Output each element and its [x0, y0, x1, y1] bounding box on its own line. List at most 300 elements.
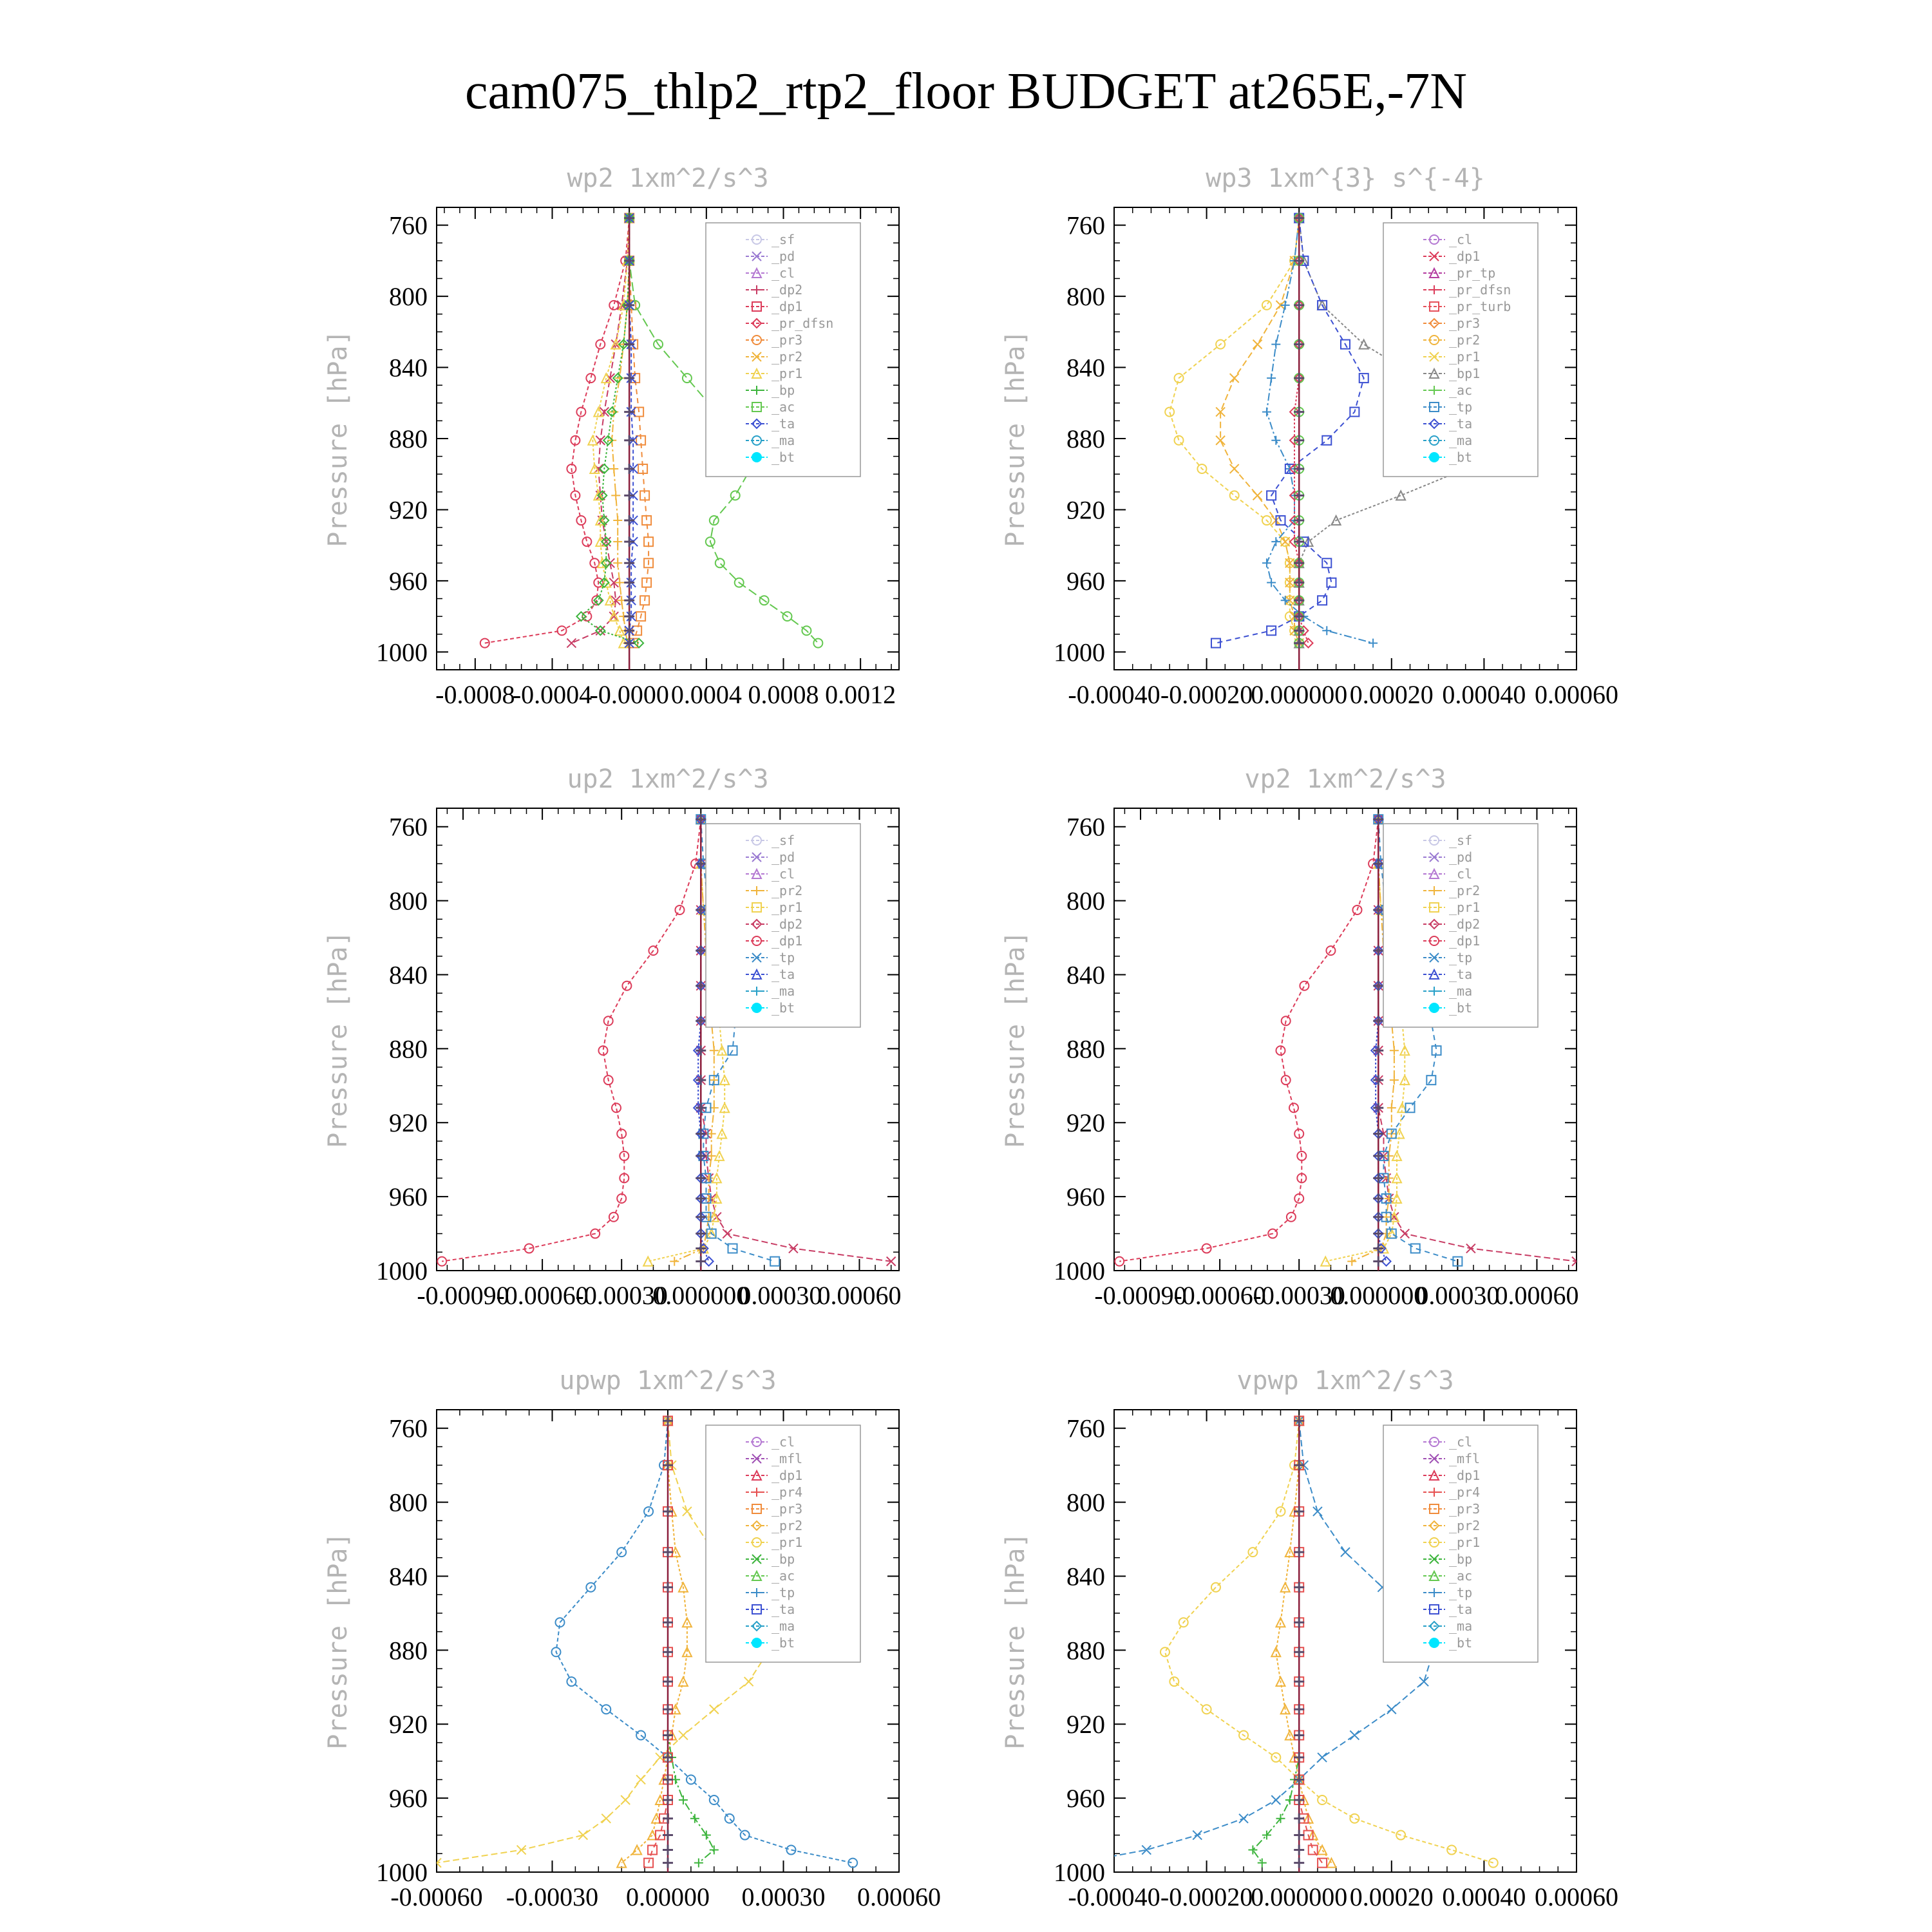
y-tick-label: 760	[389, 211, 428, 240]
legend-label: _mfl	[772, 1451, 803, 1466]
zero-term-marker	[624, 595, 634, 605]
panel-title: vpwp 1xm^2/s^3	[1236, 1366, 1454, 1396]
legend-label: _dp1	[772, 299, 803, 314]
data-point	[1160, 1647, 1170, 1656]
zero-term-marker	[1294, 1617, 1304, 1627]
legend-label: _pr3	[772, 332, 803, 348]
legend-label: _pr_turb	[1449, 299, 1511, 314]
zero-term-marker	[1373, 1151, 1383, 1161]
legend-label: _ma	[772, 1618, 795, 1634]
legend-label: _cl	[772, 1434, 795, 1450]
data-point	[1368, 639, 1378, 648]
data-point	[1271, 537, 1280, 546]
legend-label: _ta	[772, 416, 795, 431]
legend-label: _bp	[772, 383, 795, 398]
legend-label: _pd	[772, 849, 795, 865]
legend-label: _dp1	[772, 933, 803, 949]
panels	[323, 164, 1618, 1911]
data-point	[744, 1677, 753, 1686]
y-tick-label: 840	[1066, 1562, 1105, 1591]
legend-marker	[1429, 1638, 1439, 1648]
figure-title: cam075_thlp2_rtp2_floor BUDGET at265E,-7N	[464, 63, 1468, 120]
data-point	[679, 1795, 688, 1804]
zero-term-marker	[1294, 1858, 1304, 1868]
x-tick-label: -0.00040	[1068, 680, 1160, 709]
data-point	[1281, 301, 1290, 310]
y-tick-label: 920	[1066, 1108, 1105, 1138]
zero-term-marker	[663, 1676, 673, 1687]
data-point	[1322, 626, 1331, 635]
zero-term-marker	[663, 1814, 673, 1824]
legend-label: _pr2	[1449, 332, 1481, 348]
y-tick-label: 960	[389, 566, 428, 596]
x-tick-label: 0.000000	[1330, 1281, 1427, 1310]
legend-label: _bt	[772, 1635, 795, 1651]
legend-label: _bt	[772, 450, 795, 465]
legend-label: _ta	[1449, 967, 1473, 982]
data-point	[1271, 340, 1280, 349]
data-point	[1253, 340, 1262, 349]
legend-label: _dp2	[1449, 916, 1481, 932]
data-point	[1318, 596, 1327, 605]
y-tick-label: 880	[389, 424, 428, 453]
legend-label: _sf	[772, 232, 795, 247]
data-point	[1327, 578, 1336, 587]
legend-marker	[1429, 452, 1439, 462]
data-point	[1385, 1151, 1394, 1160]
data-point	[715, 558, 724, 567]
data-point	[1267, 374, 1276, 383]
x-tick-label: 0.000000	[652, 1281, 750, 1310]
data-point	[731, 491, 740, 500]
y-tick-label: 960	[1066, 566, 1105, 596]
legend-label: _ac	[1449, 383, 1473, 398]
data-point	[611, 491, 620, 500]
data-point	[622, 981, 631, 990]
data-point	[789, 1244, 798, 1253]
legend-label: _cl	[772, 866, 795, 882]
data-point	[1396, 491, 1405, 500]
x-tick-label: -0.0008	[435, 680, 515, 709]
legend-label: _pd	[1449, 849, 1473, 865]
legend-label: _pr_dfsn	[772, 316, 834, 331]
legend-label: _ma	[772, 433, 795, 448]
legend-marker	[752, 1638, 762, 1648]
legend-label: _cl	[772, 265, 795, 281]
y-tick-label: 760	[389, 812, 428, 842]
zero-term-marker	[1294, 1845, 1304, 1855]
x-tick-label: -0.00020	[1160, 1882, 1253, 1911]
legend-label: _ta	[1449, 1602, 1473, 1617]
series-line-tp	[1077, 1421, 1434, 1862]
legend-label: _bp	[772, 1551, 795, 1567]
legend-label: _dp1	[1449, 249, 1481, 264]
y-tick-label: 880	[389, 1034, 428, 1064]
x-tick-label: 0.00060	[1535, 1882, 1618, 1911]
y-tick-label: 840	[1066, 960, 1105, 990]
zero-term-marker	[1294, 1704, 1304, 1714]
x-tick-label: -0.00060	[390, 1882, 483, 1911]
data-point	[710, 1075, 719, 1084]
data-point	[1313, 1507, 1322, 1516]
data-point	[1318, 1753, 1327, 1762]
x-tick-label: 0.00040	[1442, 1882, 1526, 1911]
y-tick-label: 960	[1066, 1784, 1105, 1814]
legend-label: _sf	[772, 833, 795, 848]
y-tick-label: 840	[1066, 353, 1105, 383]
data-point	[1193, 1831, 1202, 1840]
x-tick-label: -0.00030	[1253, 1281, 1345, 1310]
data-point	[1350, 1814, 1359, 1823]
legend-label: _pr4	[772, 1484, 803, 1500]
y-tick-label: 1000	[376, 1256, 428, 1285]
y-tick-label: 880	[1066, 424, 1105, 453]
data-point	[1276, 1618, 1285, 1627]
legend-label: _bp	[1449, 1551, 1473, 1567]
x-tick-label: 0.00060	[1535, 680, 1618, 709]
y-tick-label: 960	[389, 1784, 428, 1814]
series-line-pr4	[649, 1421, 668, 1862]
panel-title: vp2 1xm^2/s^3	[1244, 764, 1446, 794]
data-point	[1447, 1846, 1456, 1855]
x-tick-label: -0.0000	[589, 680, 669, 709]
data-point	[848, 1859, 857, 1868]
data-point	[517, 1846, 526, 1855]
y-tick-label: 760	[1066, 1414, 1105, 1443]
y-tick-label: 920	[389, 1710, 428, 1739]
x-tick-label: -0.0004	[512, 680, 592, 709]
x-tick-label: 0.00030	[738, 1281, 822, 1310]
y-tick-label: 960	[1066, 1182, 1105, 1212]
x-tick-label: 0.00060	[1495, 1281, 1579, 1310]
x-tick-label: 0.00020	[1349, 1882, 1434, 1911]
legend-label: _pr3	[1449, 316, 1481, 331]
data-point	[1271, 1795, 1280, 1804]
y-tick-label: 1000	[376, 1858, 428, 1887]
data-point	[582, 537, 591, 546]
data-point	[679, 1730, 688, 1739]
chart-panel-5	[323, 1366, 941, 1911]
legend-label: _pr4	[1449, 1484, 1481, 1500]
zero-term-marker	[624, 407, 634, 417]
legend-label: _pr_dfsn	[1449, 282, 1511, 298]
legend-marker	[752, 1003, 762, 1013]
legend-label: _bt	[1449, 1635, 1473, 1651]
chart-panel-6	[1001, 1366, 1618, 1911]
data-point	[1304, 639, 1313, 648]
y-tick-label: 920	[389, 495, 428, 525]
zero-term-marker	[624, 611, 634, 621]
legend-label: _pr3	[772, 1501, 803, 1517]
legend-label: _pr2	[772, 1518, 803, 1533]
y-tick-label: 1000	[1054, 1256, 1105, 1285]
data-point	[632, 1846, 641, 1855]
legend-label: _pr1	[1449, 900, 1481, 915]
legend-label: _bt	[772, 1000, 795, 1016]
legend-label: _tp	[1449, 399, 1473, 415]
y-axis-label: Pressure [hPa]	[323, 1532, 353, 1750]
y-tick-label: 920	[1066, 1710, 1105, 1739]
legend-label: _bt	[1449, 1000, 1473, 1016]
x-tick-label: 0.0012	[825, 680, 896, 709]
zero-term-marker	[1294, 1647, 1304, 1657]
x-tick-label: 0.0008	[748, 680, 819, 709]
legend-label: _pr1	[772, 900, 803, 915]
y-tick-label: 880	[1066, 1636, 1105, 1665]
y-tick-label: 1000	[1054, 1858, 1105, 1887]
data-point	[1258, 1859, 1267, 1868]
legend-label: _dp1	[772, 1468, 803, 1483]
data-point	[1309, 1846, 1318, 1855]
legend-label: _pr1	[1449, 1535, 1481, 1550]
legend-label: _sf	[1449, 833, 1473, 848]
y-axis-label: Pressure [hPa]	[323, 931, 353, 1148]
y-axis-label: Pressure [hPa]	[1001, 330, 1030, 547]
data-point	[710, 1046, 719, 1055]
y-tick-label: 880	[389, 1636, 428, 1665]
data-point	[567, 639, 576, 648]
legend-label: _ma	[1449, 983, 1473, 999]
chart-panel-3	[323, 764, 901, 1310]
y-tick-label: 800	[389, 886, 428, 916]
data-point	[1165, 408, 1174, 417]
data-point	[1385, 1173, 1394, 1182]
panel-title: upwp 1xm^2/s^3	[559, 1366, 777, 1396]
data-point	[578, 1831, 587, 1840]
x-tick-label: 0.00000	[626, 1882, 710, 1911]
y-tick-label: 800	[1066, 886, 1105, 916]
zero-term-marker	[1294, 1547, 1304, 1557]
data-point	[710, 1705, 719, 1714]
data-point	[1411, 1244, 1420, 1253]
legend-label: _dp2	[772, 916, 803, 932]
panel-title: wp3 1xm^{3} s^{-4}	[1206, 164, 1485, 193]
y-tick-label: 840	[389, 1562, 428, 1591]
legend-marker	[1429, 1003, 1439, 1013]
data-point	[1281, 537, 1290, 546]
x-tick-label: -0.00030	[506, 1882, 599, 1911]
zero-term-marker	[1373, 1256, 1383, 1267]
data-point	[1341, 1548, 1350, 1557]
legend-label: _pr1	[1449, 349, 1481, 365]
legend-label: _pr3	[1449, 1501, 1481, 1517]
data-point	[609, 464, 618, 473]
data-point	[1390, 1075, 1399, 1084]
legend-label: _ma	[772, 983, 795, 999]
x-tick-label: -0.00030	[575, 1281, 668, 1310]
data-point	[683, 1507, 692, 1516]
zero-term-marker	[663, 1858, 673, 1868]
legend-label: _tp	[772, 950, 795, 965]
y-tick-label: 920	[1066, 495, 1105, 525]
y-axis-label: Pressure [hPa]	[323, 330, 353, 547]
data-point	[670, 1257, 679, 1266]
data-point	[1300, 981, 1309, 990]
data-point	[1350, 1730, 1359, 1739]
x-tick-label: 0.00060	[817, 1281, 902, 1310]
y-tick-label: 760	[1066, 812, 1105, 842]
panel-title: wp2 1xm^2/s^3	[567, 164, 769, 193]
x-tick-label: -0.00060	[496, 1281, 589, 1310]
legend-label: _ma	[1449, 1618, 1473, 1634]
zero-term-marker	[663, 1845, 673, 1855]
legend-label: _dp1	[1449, 1468, 1481, 1483]
chart-panel-4	[1001, 764, 1581, 1310]
legend-label: _pr2	[1449, 1518, 1481, 1533]
chart-panel-2	[1001, 164, 1618, 709]
x-tick-label: -0.00020	[1160, 680, 1253, 709]
zero-term-marker	[1373, 1128, 1383, 1139]
series-line-tp	[1267, 218, 1373, 643]
data-point	[770, 1257, 779, 1266]
legend-marker	[752, 452, 762, 462]
y-tick-label: 880	[1066, 1034, 1105, 1064]
data-point	[723, 1229, 732, 1238]
zero-term-marker	[663, 1647, 673, 1657]
y-tick-label: 840	[389, 960, 428, 990]
data-point	[601, 1814, 611, 1823]
y-tick-label: 1000	[376, 638, 428, 667]
zero-term-marker	[1294, 1814, 1304, 1824]
data-point	[1387, 1705, 1396, 1714]
data-point	[1359, 340, 1368, 349]
series-line-dp1	[442, 819, 701, 1261]
legend-label: _bp1	[1449, 366, 1481, 381]
data-point	[702, 1831, 711, 1840]
data-point	[786, 1846, 795, 1855]
data-point	[1239, 1814, 1248, 1823]
legend-label: _tp	[772, 1585, 795, 1600]
x-tick-label: 0.0004	[670, 680, 742, 709]
zero-term-marker	[663, 1617, 673, 1627]
legend-label: _cl	[1449, 866, 1473, 882]
y-tick-label: 920	[389, 1108, 428, 1138]
x-tick-label: -0.00090	[1094, 1281, 1187, 1310]
zero-term-marker	[1294, 1730, 1304, 1740]
data-point	[613, 558, 622, 567]
y-tick-label: 800	[1066, 1488, 1105, 1517]
data-point	[725, 1814, 734, 1823]
y-tick-label: 840	[389, 353, 428, 383]
data-point	[613, 537, 622, 546]
data-point	[609, 301, 618, 310]
data-point	[621, 1795, 630, 1804]
legend-label: _ac	[772, 1568, 795, 1584]
data-point	[690, 1814, 699, 1823]
legend-label: _pr2	[772, 883, 803, 898]
data-point	[586, 374, 595, 383]
x-tick-label: 0.00030	[741, 1882, 826, 1911]
legend-label: _mfl	[1449, 1451, 1481, 1466]
y-tick-label: 800	[389, 282, 428, 312]
legend-label: _tp	[1449, 950, 1473, 965]
y-tick-label: 760	[1066, 211, 1105, 240]
series-line-dp1	[1119, 819, 1378, 1261]
zero-term-marker	[1294, 1830, 1304, 1841]
data-point	[813, 639, 822, 648]
data-point	[1400, 1229, 1409, 1238]
y-tick-label: 760	[389, 1414, 428, 1443]
y-tick-label: 800	[389, 1488, 428, 1517]
data-point	[1253, 491, 1262, 500]
data-point	[1211, 1583, 1220, 1592]
data-point	[1170, 1677, 1179, 1686]
zero-term-marker	[696, 1229, 706, 1239]
zero-term-marker	[624, 536, 634, 547]
series-line-dp1	[485, 218, 629, 643]
data-point	[1347, 1257, 1356, 1266]
legend-label: _ta	[772, 967, 795, 982]
data-point	[1390, 1046, 1399, 1055]
data-point	[1248, 1846, 1257, 1855]
data-point	[1387, 1103, 1396, 1112]
zero-term-marker	[696, 1193, 706, 1204]
legend-label: _pr2	[1449, 883, 1481, 898]
x-tick-label: 0.000000	[1251, 1882, 1348, 1911]
legend-label: _ta	[772, 1602, 795, 1617]
zero-term-marker	[1373, 1229, 1383, 1239]
data-point	[1271, 436, 1280, 445]
zero-term-marker	[696, 1256, 706, 1267]
y-axis-label: Pressure [hPa]	[1001, 931, 1030, 1148]
data-point	[1262, 408, 1271, 417]
legend-label: _pr_tp	[1449, 265, 1496, 281]
legend-label: _ac	[772, 399, 795, 415]
legend-label: _dp1	[1449, 933, 1481, 949]
legend-label: _tp	[1449, 1585, 1473, 1600]
y-tick-label: 960	[389, 1182, 428, 1212]
data-point	[1419, 1677, 1428, 1686]
series-line-bp	[1253, 1421, 1299, 1862]
panel-title: up2 1xm^2/s^3	[567, 764, 769, 794]
data-point	[1230, 374, 1239, 383]
data-point	[1211, 639, 1220, 648]
data-point	[1262, 301, 1271, 310]
data-point	[1318, 1846, 1327, 1855]
x-tick-label: 0.00020	[1349, 680, 1434, 709]
chart-panel-1	[323, 164, 899, 709]
x-tick-label: -0.00060	[1173, 1281, 1266, 1310]
y-tick-label: 1000	[1054, 638, 1105, 667]
legend-label: _bt	[1449, 450, 1473, 465]
data-point	[1262, 558, 1271, 567]
legend-label: _cl	[1449, 232, 1473, 247]
data-point	[582, 612, 591, 621]
x-tick-label: 0.00040	[1442, 680, 1526, 709]
x-tick-label: -0.00040	[1068, 1882, 1160, 1911]
data-point	[683, 374, 692, 383]
y-axis-label: Pressure [hPa]	[1001, 1532, 1030, 1750]
y-tick-label: 800	[1066, 282, 1105, 312]
legend-label: _ac	[1449, 1568, 1473, 1584]
data-point	[1230, 491, 1239, 500]
zero-term-marker	[663, 1582, 673, 1593]
legend-label: _cl	[1449, 1434, 1473, 1450]
data-point	[634, 639, 643, 648]
x-tick-label: 0.000000	[1251, 680, 1348, 709]
legend-label: _dp2	[772, 282, 803, 298]
legend-label: _pr1	[772, 1535, 803, 1550]
zero-term-marker	[696, 1212, 706, 1222]
data-point	[636, 1775, 645, 1784]
zero-term-marker	[696, 1128, 706, 1139]
legend-label: _pr2	[772, 349, 803, 365]
data-point	[1285, 1795, 1294, 1804]
zero-term-marker	[624, 558, 634, 568]
data-point	[613, 516, 622, 525]
legend-label: _ta	[1449, 416, 1473, 431]
zero-term-marker	[1294, 1582, 1304, 1593]
